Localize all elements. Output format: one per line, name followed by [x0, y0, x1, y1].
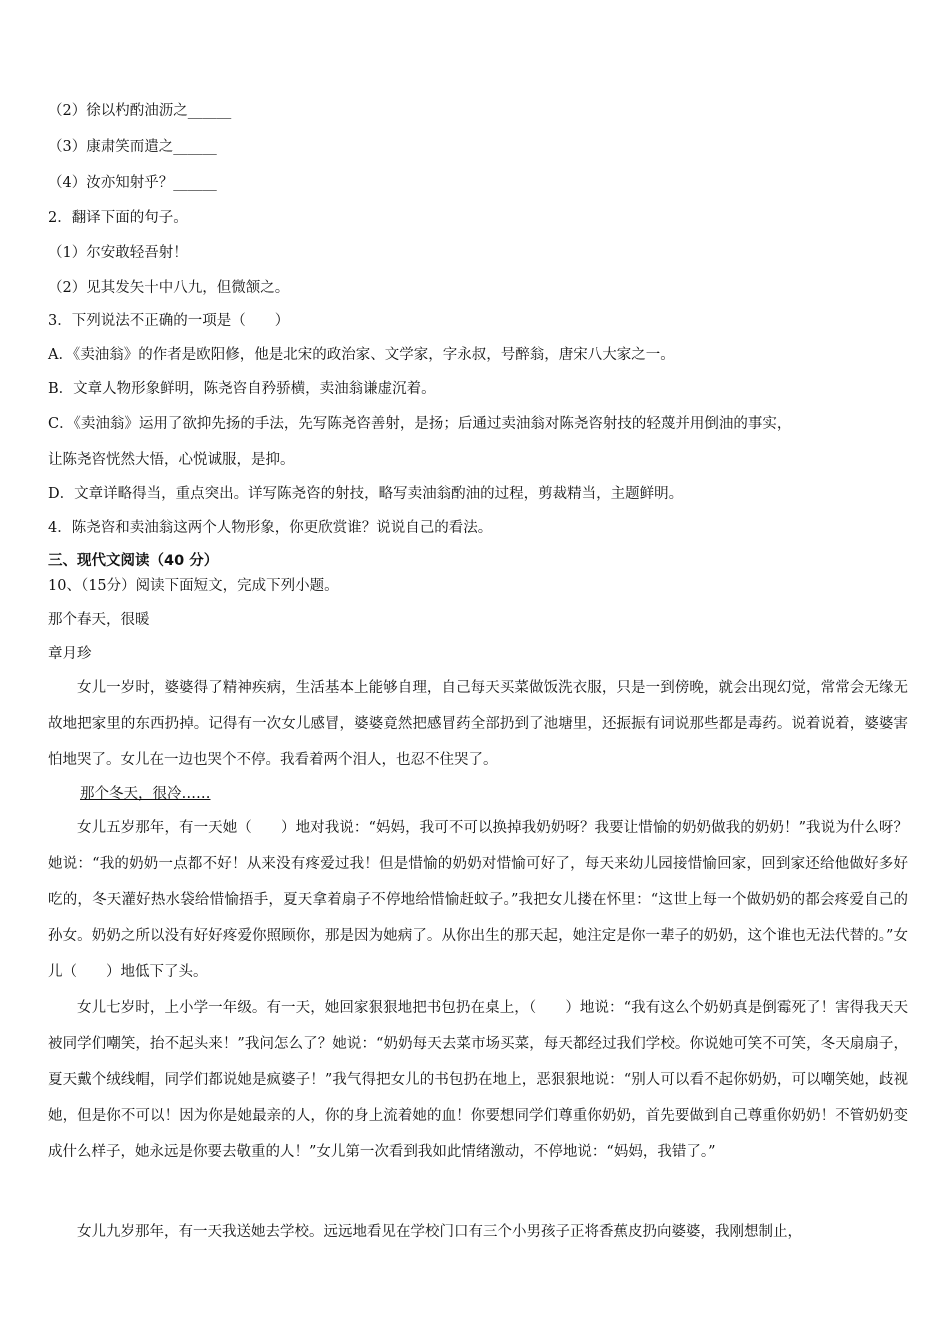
section-3-heading: 三、现代文阅读（40 分） — [48, 553, 219, 569]
question-2-item-1: （1）尔安敢轻吾射！ — [48, 245, 188, 261]
question-3-option-c-continued: 让陈尧咨恍然大悟，心悦诚服，是抑。 — [48, 452, 295, 468]
article-paragraph-1 — [48, 670, 908, 778]
paragraph-text: 女儿一岁时，婆婆得了精神疾病，生活基本上能够自理，自己每天买菜做饭洗衣服，只是一到傍晚，就会出现幻觉，常常会无缘无故地把家里的东西扔掉。记得有一次女儿感冒，婆婆竟然把感冒药全部扔到了池塘里，还振振有词说那些都是毒药。说着说着，婆婆害怕地哭了。女儿在一边也哭个不停。我看着两个泪人，也忍不住哭了。 — [48, 680, 908, 768]
article-paragraph-5 — [48, 1214, 908, 1250]
question-3-option-c: C．《卖油翁》运用了欲抑先扬的手法，先写陈尧咨善射，是扬；后通过卖油翁对陈尧咨射技的轻蔑并用倒油的事实， — [48, 416, 792, 432]
paragraph-text: 女儿五岁那年，有一天她（ ）地对我说：“妈妈，我可不可以换掉我奶奶呀？我要让惜愉的奶奶做我的奶奶！”我说为什么呀？她说：“我的奶奶一点都不好！从来没有疼爱过我！但是惜愉的奶奶对惜愉可好了，每天来幼儿园接惜愉回家，回到家还给他做好多好吃的，冬天灌好热水袋给惜愉捂手，夏天拿着扇子不停地给惜愉赶蚊子。”我把女儿搂在怀里：“这世上每一个做奶奶的都会疼爱自己的孙女。奶奶之所以没有好好疼爱你照顾你，那是因为她病了。从你出生的那天起，她注定是你一辈子的奶奶，这个谁也无法代替的。”女儿（ ）地低下了头。 — [48, 820, 908, 980]
paragraph-text: 那个冬天，很冷…… — [80, 786, 211, 802]
question-1-item-3: （3）康肃笑而遣之______ — [48, 139, 217, 155]
question-10-intro: 10、（15分）阅读下面短文，完成下列小题。 — [48, 578, 339, 594]
question-3-option-a: A．《卖油翁》的作者是欧阳修，他是北宋的政治家、文学家，字永叔，号醉翁，唐宋八大家之一。 — [48, 347, 675, 363]
article-author: 章月珍 — [48, 646, 92, 662]
article-paragraph-2 — [80, 784, 211, 804]
article-title: 那个春天，很暖 — [48, 612, 150, 628]
paragraph-text: 女儿七岁时，上小学一年级。有一天，她回家狠狠地把书包扔在桌上，（ ）地说：“我有这么个奶奶真是倒霉死了！害得我天天被同学们嘲笑，抬不起头来！”我问怎么了？她说：“奶奶每天去菜市场买菜，每天都经过我们学校。你说她可笑不可笑，冬天扇扇子，夏天戴个绒线帽，同学们都说她是疯婆子！”我气得把女儿的书包扔在地上，恶狠狠地说：“别人可以看不起你奶奶，可以嘲笑她，歧视她，但是你不可以！因为你是她最亲的人，你的身上流着她的血！你要想同学们尊重你奶奶，首先要做到自己尊重你奶奶！不管奶奶变成什么样子，她永远是你要去敬重的人！”女儿第一次看到我如此情绪激动，不停地说：“妈妈，我错了。” — [48, 1000, 908, 1160]
question-3-option-d: D．文章详略得当，重点突出。详写陈尧咨的射技，略写卖油翁酌油的过程，剪裁精当，主题鲜明。 — [48, 486, 684, 502]
article-paragraph-4 — [48, 990, 908, 1170]
question-1-item-4: （4）汝亦知射乎？______ — [48, 175, 217, 191]
question-3-title: 3．下列说法不正确的一项是（ ） — [48, 313, 290, 329]
paragraph-text: 女儿九岁那年，有一天我送她去学校。远远地看见在学校门口有三个小男孩子正将香蕉皮扔向婆婆，我刚想制止， — [77, 1224, 802, 1240]
article-paragraph-3 — [48, 810, 908, 990]
question-3-option-b: B．文章人物形象鲜明，陈尧咨自矜骄横，卖油翁谦虚沉着。 — [48, 381, 436, 397]
question-2-title: 2．翻译下面的句子。 — [48, 210, 188, 226]
question-1-item-2: （2）徐以杓酌油沥之______ — [48, 103, 232, 119]
question-2-item-2: （2）见其发矢十中八九，但微颔之。 — [48, 280, 290, 296]
question-4: 4．陈尧咨和卖油翁这两个人物形象，你更欣赏谁？说说自己的看法。 — [48, 520, 493, 536]
